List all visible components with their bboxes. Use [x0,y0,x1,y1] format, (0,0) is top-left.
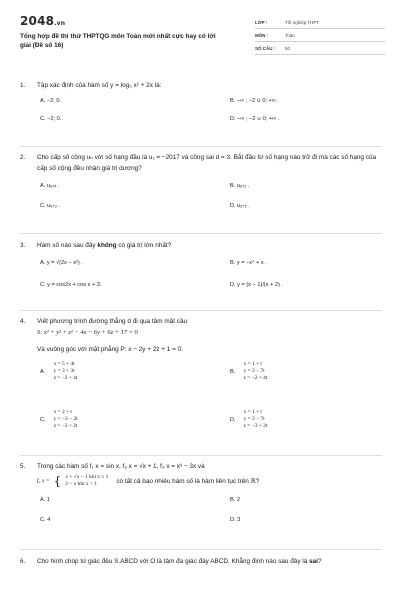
question-text: Trong các hàm số f₁ x = sin x, f₂ x = √x + 1, f₃ x = x³ − 3x và [37,463,205,470]
option-b[interactable]: B. −∞ ; −2 ∪ 0; +∞ . [230,98,279,104]
piecewise-function: f₄ x = { x + √x − 1 khi x ≥ 1 2 − x khi x < 1 có tất cả bao nhiêu hàm số là hàm liên tục trên ℝ? [37,474,260,488]
divider [20,233,382,234]
divider [20,455,382,456]
option-c[interactable]: C. 4 [40,517,51,523]
question-4: 4. Viết phương trình đường thẳng d đi qua tâm mặt cầu S: x² + y² + z² − 4x − 6y + 6z + 17 = 0 Và vuông góc với mặt phẳng P: x − 2y + 2z + 1 = 0. A. x = 5 + 4t y = 3 + 3t z = −2 + 4t B. x = 1 + t y = 3 − 7t z = −2 + 4t C. x = 2 + t y = −3 − 2t z = −3 + 2t D. x = 1 + t y = 3 − 7t z = −3 + 2t [20,316,382,457]
meta-table [255,16,385,55]
document-header [20,14,385,64]
answer-options [37,257,382,297]
option-d[interactable]: D. y = (x − 1)/(x + 2) . [230,282,283,288]
page-title: Tổng hợp đề thi thử THPTQG môn Toán mới nhất cực hay có lời giải (Đề số 16) [20,33,216,49]
sphere-equation: S: x² + y² + z² − 4x − 6y + 6z + 17 = 0 [37,329,138,336]
option-c[interactable]: C. −2; 0. [40,116,62,122]
option-d[interactable]: D. u₆₇₅ . [230,203,250,209]
question-3: 3. Hàm số nào sau đây không có giá trị lớn nhất? A. y = √(2x − x²) . B. y = −x⁴ + x . C. y = cos2x + cos x + 3. D. y = (x − 1)/(x + 2) . [20,240,382,297]
option-b[interactable]: B. 2 [230,497,240,503]
question-text: Cho hình chóp tứ giác đều S.ABCD với O là tâm đa giác đáy ABCD. Khẳng định nào sau đây là sai? [37,558,322,565]
question-text: Cho cấp số cộng uₙ với số hạng đầu là u₁ = −2017 và công sai d = 3. Bắt đầu từ số hạng nào trở đi mà các số hạng của cấp số cộng đều nhận giá trị dương? [37,154,377,172]
brace-glyph: { [53,474,62,488]
plane-statement: Và vuông góc với mặt phẳng P: x − 2y + 2z + 1 = 0. [37,346,183,353]
line-system: x = 1 + t y = 3 − 7t z = −3 + 2t [243,409,268,429]
option-a[interactable]: A. −2; 0. [40,98,61,104]
line-system: x = 1 + t y = 3 − 7t z = −2 + 4t [243,361,268,381]
question-2: 2. Cho cấp số cộng uₙ với số hạng đầu là u₁ = −2017 và công sai d = 3. Bắt đầu từ số hạng nào trở đi mà các số hạng của cấp số cộng đều nhận giá trị dương? A. u₆₇₄ . B. u₆₇₂ . C. u₆₇₃ . D. u₆₇₅ . [20,152,382,218]
meta-row-count: SỐ CÂU : 50 [255,42,385,55]
question-1: 1. Tập xác định của hàm số y = log₃ x² + 2x là: A. −2; 0. B. −∞ ; −2 ∪ 0; +∞ . C. −2; 0. D. −∞ ; −2 ∪ 0; +∞ . [20,80,382,129]
line-system: x = 5 + 4t y = 3 + 3t z = −2 + 4t [53,361,78,381]
question-text: Hàm số nào sau đây không có giá trị lớn nhất? [37,242,172,249]
question-text: Tập xác định của hàm số y = log₃ x² + 2x là: [37,82,162,89]
option-c[interactable]: C. u₆₇₃ . [40,203,60,209]
answer-options [37,359,382,457]
line-system: x = 2 + t y = −3 − 2t z = −3 + 2t [53,409,78,429]
option-c[interactable]: C. y = cos2x + cos x + 3. [40,282,102,288]
divider [20,146,382,147]
option-b[interactable]: B. y = −x⁴ + x . [230,260,267,266]
divider [20,549,382,550]
option-a[interactable]: A. x = 5 + 4t y = 3 + 3t z = −2 + 4t [40,361,78,381]
option-b[interactable]: B. x = 1 + t y = 3 − 7t z = −2 + 4t [230,361,268,381]
question-6: 6. Cho hình chóp tứ giác đều S.ABCD với O là tâm đa giác đáy ABCD. Khẳng định nào sau đây là sai? [20,556,382,567]
answer-options [37,494,382,534]
divider [20,310,382,311]
meta-row-subject: MÔN : Toán [255,29,385,42]
answer-options [37,180,382,218]
question-5: 5. Trong các hàm số f₁ x = sin x, f₂ x = √x + 1, f₃ x = x³ − 3x và f₄ x = { x + √x − 1 khi x ≥ 1 2 − x khi x < 1 có tất cả bao nhiêu hàm số là hàm liên tục trên ℝ? A. 1 B. 2 C. 4 D. 3 [20,461,382,534]
question-text: Viết phương trình đường thẳng d đi qua tâm mặt cầu [37,318,188,325]
option-c[interactable]: C. x = 2 + t y = −3 − 2t z = −3 + 2t [40,409,78,429]
option-a[interactable]: A. u₆₇₄ . [40,183,60,189]
site-logo[interactable]: 2048.vn [20,14,66,28]
option-d[interactable]: D. −∞ ; −2 ∪ 0; +∞ . [230,116,280,122]
option-d[interactable]: D. 3 [230,517,241,523]
option-d[interactable]: D. x = 1 + t y = 3 − 7t z = −3 + 2t [230,409,268,429]
answer-options [37,95,382,129]
meta-row-class: LỚP : Tốt nghiệp THPT [255,16,385,29]
option-a[interactable]: A. 1 [40,497,50,503]
option-a[interactable]: A. y = √(2x − x²) . [40,260,83,266]
option-b[interactable]: B. u₆₇₂ . [230,183,250,189]
